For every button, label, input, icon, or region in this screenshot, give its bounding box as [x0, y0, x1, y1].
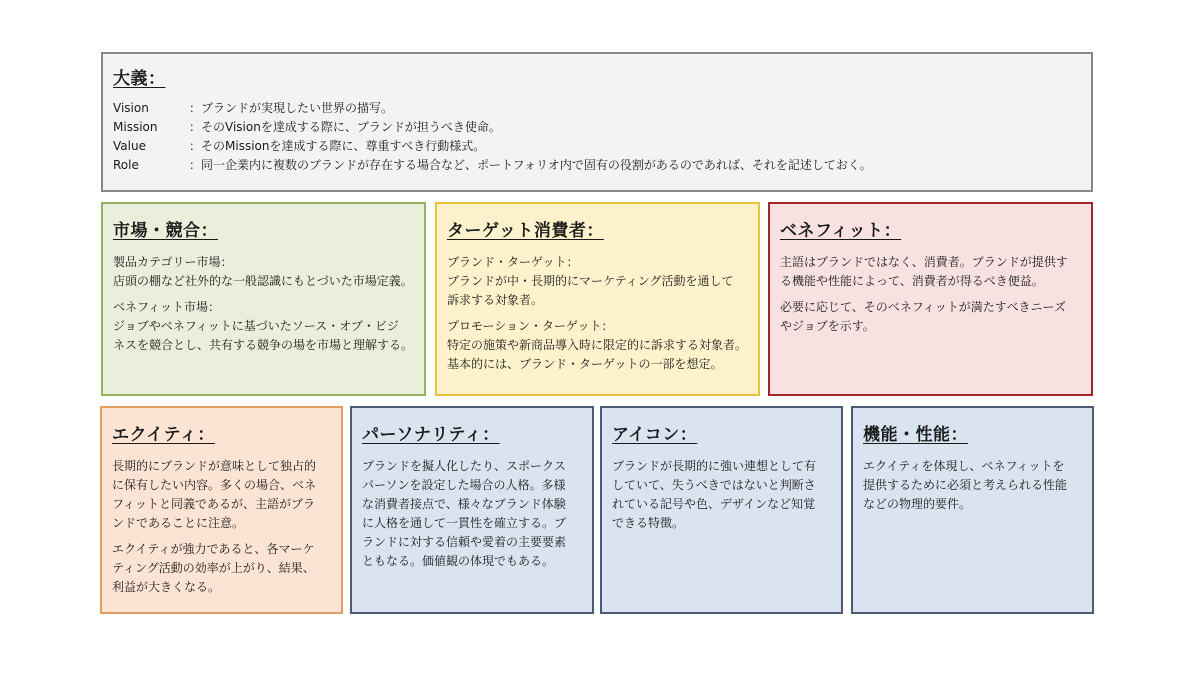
definition-desc: ：同一企業内に複数のブランドが存在する場合など、ポートフォリオ内で固有の役割があるのであれば、それを記述しておく。 — [189, 158, 872, 172]
icon-title: アイコン： — [612, 425, 698, 445]
icon-box — [600, 406, 843, 614]
market-title: 市場・競合： — [113, 221, 218, 241]
equity-paragraph: エクイティが強力であると、各マーケ ティング活動の効率が上がり、結果、 利益が大きくなる。 — [112, 542, 315, 594]
market-paragraph: 製品カテゴリー市場： 店頭の棚など社外的な一般認識にもとづいた市場定義。 — [113, 255, 413, 288]
benefit-paragraph: 主語はブランドではなく、消費者。ブランドが提供す る機能や性能によって、消費者が得るべき便益。 — [780, 255, 1068, 288]
function-performance-box — [851, 406, 1094, 614]
target-title: ターゲット消費者： — [447, 221, 604, 241]
definition-term: Vision — [113, 101, 149, 115]
equity-title: エクイティ： — [112, 425, 215, 445]
target-consumer-box — [435, 202, 760, 396]
personality-box — [350, 406, 594, 614]
personality-title: パーソナリティ： — [362, 425, 500, 445]
definition-row-vision — [113, 99, 1081, 118]
definition-row-role — [113, 156, 1081, 175]
purpose-box — [101, 52, 1093, 192]
function-title: 機能・性能： — [863, 425, 968, 445]
definition-row-value — [113, 137, 1081, 156]
definition-desc: ：ブランドが実現したい世界の描写。 — [189, 101, 394, 115]
target-paragraph: ブランド・ターゲット： ブランドが中・長期的にマーケティング活動を通して 訴求する対象者。 — [447, 255, 734, 307]
benefit-paragraph: 必要に応じて、そのベネフィットが満たすべきニーズ やジョブを示す。 — [780, 300, 1066, 333]
personality-paragraph: ブランドを擬人化したり、スポークス パーソンを設定した場合の人格。多様 な消費者接点で、様々なブランド体験 に人格を通して一貫性を確立する。ブ ランドに対する信頼や愛着の主要要素 ともなる。価値観の体現でもある。 — [362, 459, 567, 568]
equity-paragraph: 長期的にブランドが意味として独占的 に保有したい内容。多くの場合、ベネ フィットと同義であるが、主語がブラ ンドであることに注意。 — [112, 459, 317, 530]
equity-box — [100, 406, 343, 614]
market-paragraph: ベネフィット市場： ジョブやベネフィットに基づいたソース・オブ・ビジ ネスを競合とし、共有する競争の場を市場と理解する。 — [113, 300, 414, 352]
icon-paragraph: ブランドが長期的に強い連想として有 していて、失うべきではないと判断さ れている記号や色、デザインなど知覚 できる特徴。 — [612, 459, 817, 530]
definition-term: Role — [113, 158, 139, 172]
definition-desc: ：そのVisionを達成する際に、ブランドが担うべき使命。 — [189, 120, 501, 134]
benefit-box — [768, 202, 1093, 396]
market-competition-box — [101, 202, 426, 396]
definition-row-mission — [113, 118, 1081, 137]
function-paragraph: エクイティを体現し、ベネフィットを 提供するために必須と考えられる性能 などの物理的要件。 — [863, 459, 1068, 511]
benefit-title: ベネフィット： — [780, 221, 902, 241]
purpose-title: 大義： — [113, 69, 166, 89]
definition-term: Mission — [113, 120, 158, 134]
target-paragraph: プロモーション・ターゲット： 特定の施策や新商品導入時に限定的に訴求する対象者。 基本的には、ブランド・ターゲットの一部を想定。 — [447, 319, 748, 371]
definition-desc: ：そのMissionを達成する際に、尊重すべき行動様式。 — [189, 139, 486, 153]
definition-term: Value — [113, 139, 146, 153]
